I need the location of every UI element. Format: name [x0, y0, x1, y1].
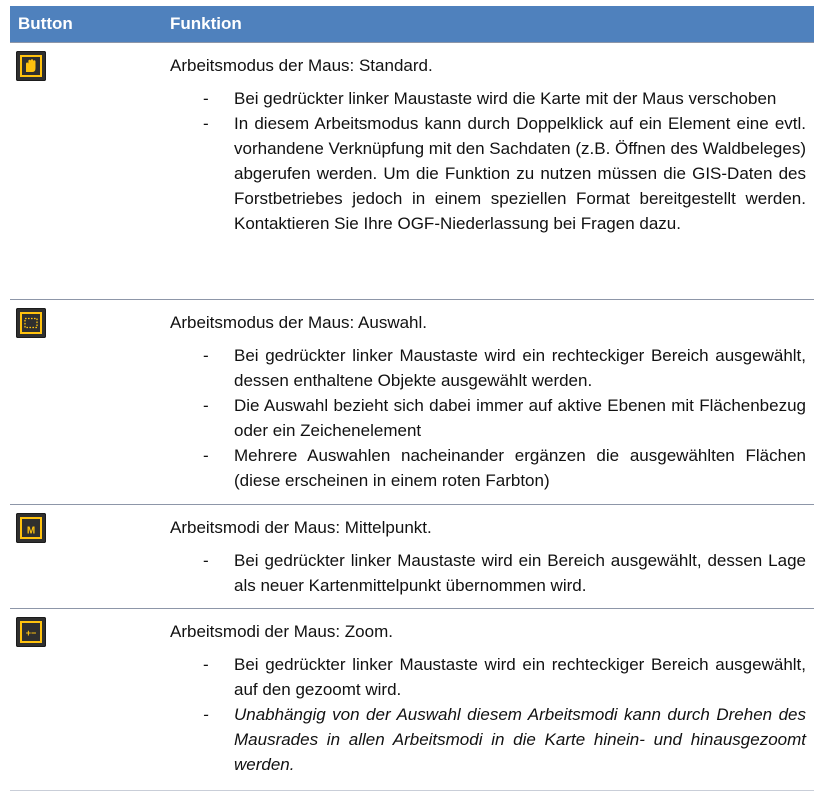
function-cell: [160, 43, 814, 300]
list-item: - Bei gedrückter linker Maustaste wird die Karte mit der Maus verschoben: [203, 89, 777, 108]
function-cell: [160, 505, 814, 609]
table-row: [10, 43, 814, 300]
table-header-row: [10, 6, 814, 43]
center-point-icon[interactable]: [16, 513, 46, 543]
table-row: [10, 505, 814, 609]
list-item: - Bei gedrückter linker Maustaste wird ein rechteckiger Bereich ausgewählt, auf den gezoomt wird.: [203, 655, 806, 699]
button-cell: [10, 505, 160, 609]
bullet-list: [170, 343, 806, 493]
row-title: Arbeitsmodus der Maus: Auswahl.: [170, 313, 428, 332]
button-cell: [10, 609, 160, 791]
button-cell: [10, 43, 160, 300]
row-title: Arbeitsmodus der Maus: Standard.: [170, 56, 433, 75]
function-cell: [160, 609, 814, 791]
row-title: Arbeitsmodi der Maus: Zoom.: [170, 622, 393, 641]
table-row: [10, 300, 814, 505]
row-title: Arbeitsmodi der Maus: Mittelpunkt.: [170, 518, 432, 537]
bullet-list: [170, 86, 806, 236]
header-button: Button: [10, 6, 160, 43]
bullet-list: [170, 652, 806, 777]
list-item: - Bei gedrückter linker Maustaste wird ein Bereich ausgewählt, dessen Lage als neuer Kartenmittelpunkt übernommen wird.: [203, 551, 806, 595]
list-item: - Die Auswahl bezieht sich dabei immer auf aktive Ebenen mit Flächenbezug oder ein Zeichenelement: [203, 396, 806, 440]
center-point-label: M: [26, 525, 36, 537]
header-function: Funktion: [160, 6, 814, 43]
bullet-list: [170, 548, 806, 598]
table-row: [10, 609, 814, 791]
zoom-icon[interactable]: [16, 617, 46, 647]
hand-pan-icon[interactable]: [16, 51, 46, 81]
list-item: - Mehrere Auswahlen nacheinander ergänzen die ausgewählten Flächen (diese erscheinen in einem roten Farbton): [203, 446, 806, 490]
list-item: - Bei gedrückter linker Maustaste wird ein rechteckiger Bereich ausgewählt, dessen enthaltene Objekte ausgewählt werden.: [203, 346, 806, 390]
list-item: - In diesem Arbeitsmodus kann durch Doppelklick auf ein Element eine evtl. vorhandene Verknüpfung mit den Sachdaten (z.B. Öffnen des Waldbeleges) abgerufen werden. Um die Funktion zu nutzen müssen die GIS-Daten des Forstbetriebes jedoch in einem speziellen Format bereitgestellt werden. Kontaktieren Sie Ihre OGF-Niederlassung bei Fragen dazu.: [203, 114, 806, 233]
selection-rectangle-icon[interactable]: [16, 308, 46, 338]
zoom-label: +−: [25, 628, 37, 638]
list-item: - Unabhängig von der Auswahl diesem Arbeitsmodi kann durch Drehen des Mausrades in allen Arbeitsmodi in die Karte hinein- und hinausgezoomt werden.: [203, 705, 806, 774]
function-table: [10, 6, 814, 791]
button-cell: [10, 300, 160, 505]
function-cell: [160, 300, 814, 505]
